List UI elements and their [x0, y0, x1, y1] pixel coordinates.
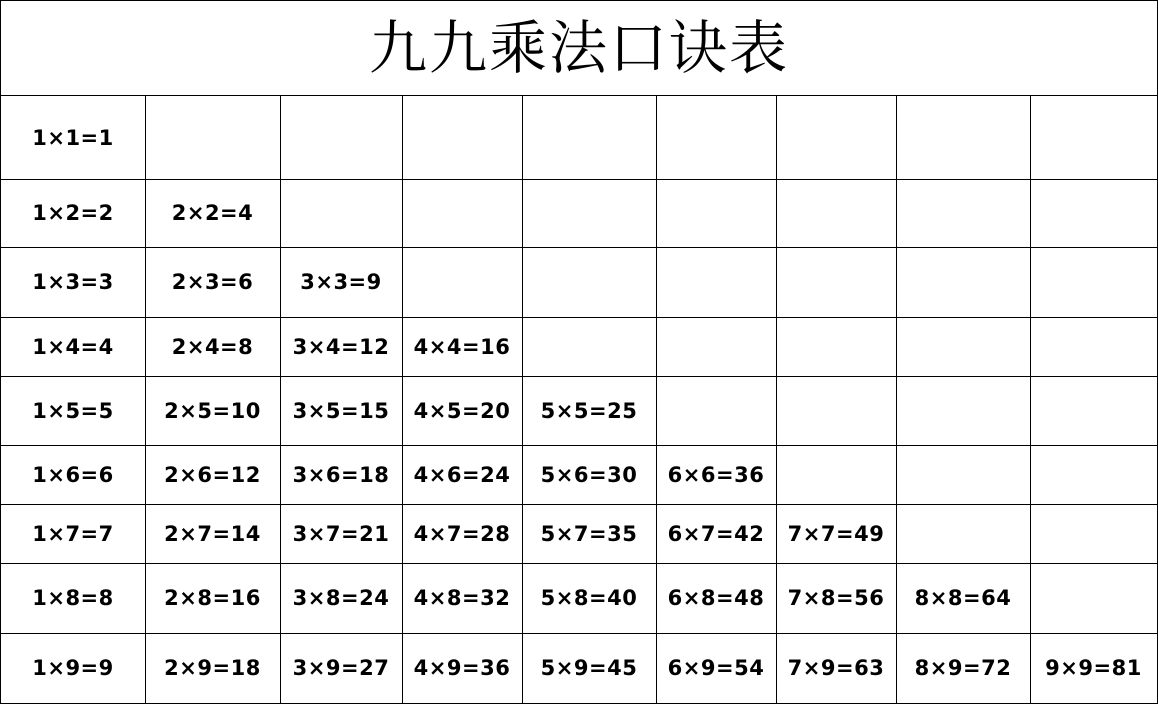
table-cell: 7×9=63: [787, 656, 885, 680]
table-cell: 4×7=28: [413, 521, 511, 546]
table-cell: 5×6=30: [540, 462, 638, 487]
table-cell: 7×7=49: [787, 521, 885, 546]
table-cell: 4×6=24: [413, 462, 511, 487]
table-cell: 4×4=16: [413, 334, 511, 359]
title-cell: [1, 1, 1157, 96]
table-cell: 1×2=2: [32, 201, 114, 225]
table-cell: 2×9=18: [164, 656, 261, 680]
table-cell: 3×7=21: [292, 521, 390, 546]
table-cell: 4×8=32: [413, 586, 511, 610]
table-cell: 5×8=40: [540, 586, 638, 610]
table-cell: 3×6=18: [292, 462, 390, 487]
table-cell: 2×6=12: [164, 462, 261, 487]
table-cell: 6×6=36: [667, 462, 765, 487]
table-cell: 1×6=6: [32, 462, 114, 487]
table-cell: 1×5=5: [32, 398, 114, 423]
table-cell: 6×9=54: [667, 656, 765, 680]
table-cell: 2×7=14: [164, 521, 261, 546]
table-cell: 1×1=1: [32, 125, 114, 150]
table-cell: 2×5=10: [164, 398, 261, 423]
table-cell: 3×3=9: [300, 270, 382, 294]
table-cell: 2×8=16: [164, 586, 261, 610]
table-cell: 1×7=7: [32, 521, 114, 546]
table-cell: 3×9=27: [292, 656, 390, 680]
table-cell: 3×8=24: [292, 586, 390, 610]
table-cell: 2×2=4: [171, 201, 254, 225]
table-cell: 6×7=42: [667, 521, 765, 546]
table-cell: 5×7=35: [540, 521, 638, 546]
table-cell: 1×3=3: [32, 270, 114, 294]
table-cell: 6×8=48: [667, 586, 765, 610]
table-cell: 2×3=6: [171, 270, 254, 294]
table-cell: 7×8=56: [787, 586, 885, 610]
table-cell: 1×9=9: [32, 656, 114, 680]
table-cell: 5×5=25: [540, 398, 638, 423]
table-cell: 8×8=64: [914, 586, 1012, 610]
table-cell: 3×4=12: [292, 334, 390, 359]
table-cell: 1×4=4: [32, 334, 114, 359]
table-cell: 4×5=20: [413, 398, 511, 423]
page-title: 九九乘法口诀表: [368, 14, 789, 82]
table-cell: 5×9=45: [540, 656, 638, 680]
table-grid: [1, 96, 1157, 703]
table-cell: 9×9=81: [1045, 656, 1142, 680]
table-cell: 1×8=8: [32, 586, 114, 610]
column-divider: [1030, 96, 1031, 703]
table-cell: 8×9=72: [914, 656, 1012, 680]
table-cell: 3×5=15: [292, 398, 390, 423]
table-cell: 2×4=8: [171, 334, 254, 359]
table-cell: 4×9=36: [413, 656, 511, 680]
